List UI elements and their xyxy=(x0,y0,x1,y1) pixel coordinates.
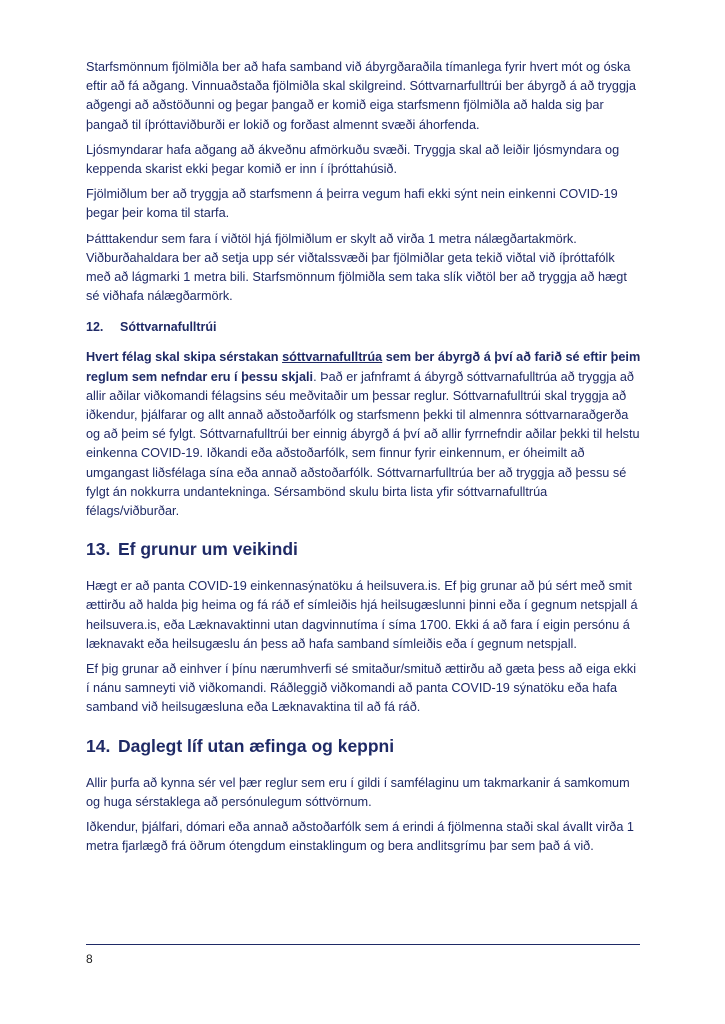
section-12-bold-2: sem ber ábyrgð á því að farið sé eftir þeim reglum sem nefndar eru í þessu skjali xyxy=(86,350,641,384)
paragraph-media-access: Starfsmönnum fjölmiðla ber að hafa samband við ábyrgðaraðila tímanlega fyrir hvert mót og óska eftir að fá aðgang. Vinnuaðstaða fjölmiðla skal skilgreind. Sóttvarnarfulltrúi ber ábyrgð á að tryggja aðgengi að aðstöðunni og þegar þangað er komið eiga starfsmenn fjölmiðla að halda sig þar þangað til íþróttaviðburði er lokið og forðast almennt svæði áhorfenda. xyxy=(86,60,636,132)
section-13-title: Ef grunur um veikindi xyxy=(118,539,298,560)
page-content xyxy=(86,58,642,863)
section-14-title: Daglegt líf utan æfinga og keppni xyxy=(118,735,395,756)
paragraph-media-staff: Fjölmiðlum ber að tryggja að starfsmenn á þeirra vegum hafi ekki sýnt nein einkenni COVID-19 þegar þeir koma til starfa. xyxy=(86,187,618,221)
footer-divider xyxy=(86,944,640,945)
section-14-number: 14. xyxy=(86,735,111,756)
section-14-paragraph-2: Iðkendur, þjálfari, dómari eða annað aðstoðarfólk sem á erindi á fjölmenna staði skal ávallt virða 1 metra fjarlægð frá öðrum ótengdum einstaklingum og bera andlitsgrímu þar sem það á við. xyxy=(86,820,634,854)
section-12-title: Sóttvarnafulltrúi xyxy=(120,320,217,335)
section-13-heading xyxy=(86,537,642,561)
section-13-paragraph-2: Ef þig grunar að einhver í þínu nærumhverfi sé smitaður/smituð ættirðu að gæta þess að eiga ekki í nánu samneyti við viðkomandi. Ráðleggið viðkomandi að panta COVID-19 sýnatöku eða hafa samband við heilsugæsluna eða Læknavaktina til að fá ráð. xyxy=(86,662,637,715)
section-12-bold-underlined: sóttvarnafulltrúa xyxy=(282,350,383,365)
section-12-paragraph xyxy=(86,348,642,521)
section-12-number: 12. xyxy=(86,320,104,335)
section-14-heading xyxy=(86,734,642,758)
section-13-paragraph-1: Hægt er að panta COVID-19 einkennasýnatöku á heilsuvera.is. Ef þig grunar að þú sért með smit ættirðu að halda þig heima og fá ráð ef símleiðis hjá heilsugæslunni þinni eða í gegnum netspjall á heilsuvera.is, eða Læknavaktinni utan dagvinnutíma í síma 1700. Ekki á að fara í eigin persónu á læknavakt eða heilsugæslu án þess að hafa samband símleiðis eða í gegnum netspjall. xyxy=(86,579,638,651)
paragraph-photographers: Ljósmyndarar hafa aðgang að ákveðnu afmörkuðu svæði. Tryggja skal að leiðir ljósmyndara og keppenda skarist ekki þegar komið er inn í íþróttahúsið. xyxy=(86,142,620,177)
page-number: 8 xyxy=(86,952,93,966)
section-12-rest: . Það er jafnframt á ábyrgð sóttvarnafulltrúa að tryggja að allir aðilar viðkomandi félagsins séu meðvitaðir um þessar reglur. Sóttvarnafulltrúi skal tryggja að iðkendur, þjálfarar og allt annað aðstoðarfólk og starfsmenn þekki til almennra sóttvarnaraðgerða og að þeim sé fylgt. Sóttvarnafulltrúi ber einnig ábyrgð á því að allir fyrrnefndir aðilar þekki til helstu einkenna COVID-19. Iðkandi eða aðstoðarfólk, sem finnur fyrir einkennum, er óheimilt að umgangast liðsfélaga sína eða annað aðstoðarfólk. Sóttvarnarfulltrúa ber að tryggja að þessu sé fylgt án nokkurra undantekninga. Sérsambönd skulu birta lista yfir sóttvarnafulltrúa félags/viðburðar. xyxy=(86,369,640,519)
section-12-bold-1: Hvert félag skal skipa sérstakan xyxy=(86,350,283,365)
section-14-paragraph-1: Allir þurfa að kynna sér vel þær reglur sem eru í gildi í samfélaginu um takmarkanir á samkomum og huga sérstaklega að persónulegum sóttvörnum. xyxy=(86,775,630,809)
paragraph-interviews: Þátttakendur sem fara í viðtöl hjá fjölmiðlum er skylt að virða 1 metra nálægðartakmörk. Viðburðahaldara ber að setja upp sér viðtalssvæði þar fjölmiðlar geta tekið viðtal við íþróttafólk með að lágmarki 1 metra bili. Starfsmönnum fjölmiðla sem taka slík viðtöl ber að tryggja að hægt sé viðhafa nálægðarmörk. xyxy=(86,231,627,304)
section-12-heading xyxy=(86,318,642,336)
section-13-number: 13. xyxy=(86,539,111,560)
